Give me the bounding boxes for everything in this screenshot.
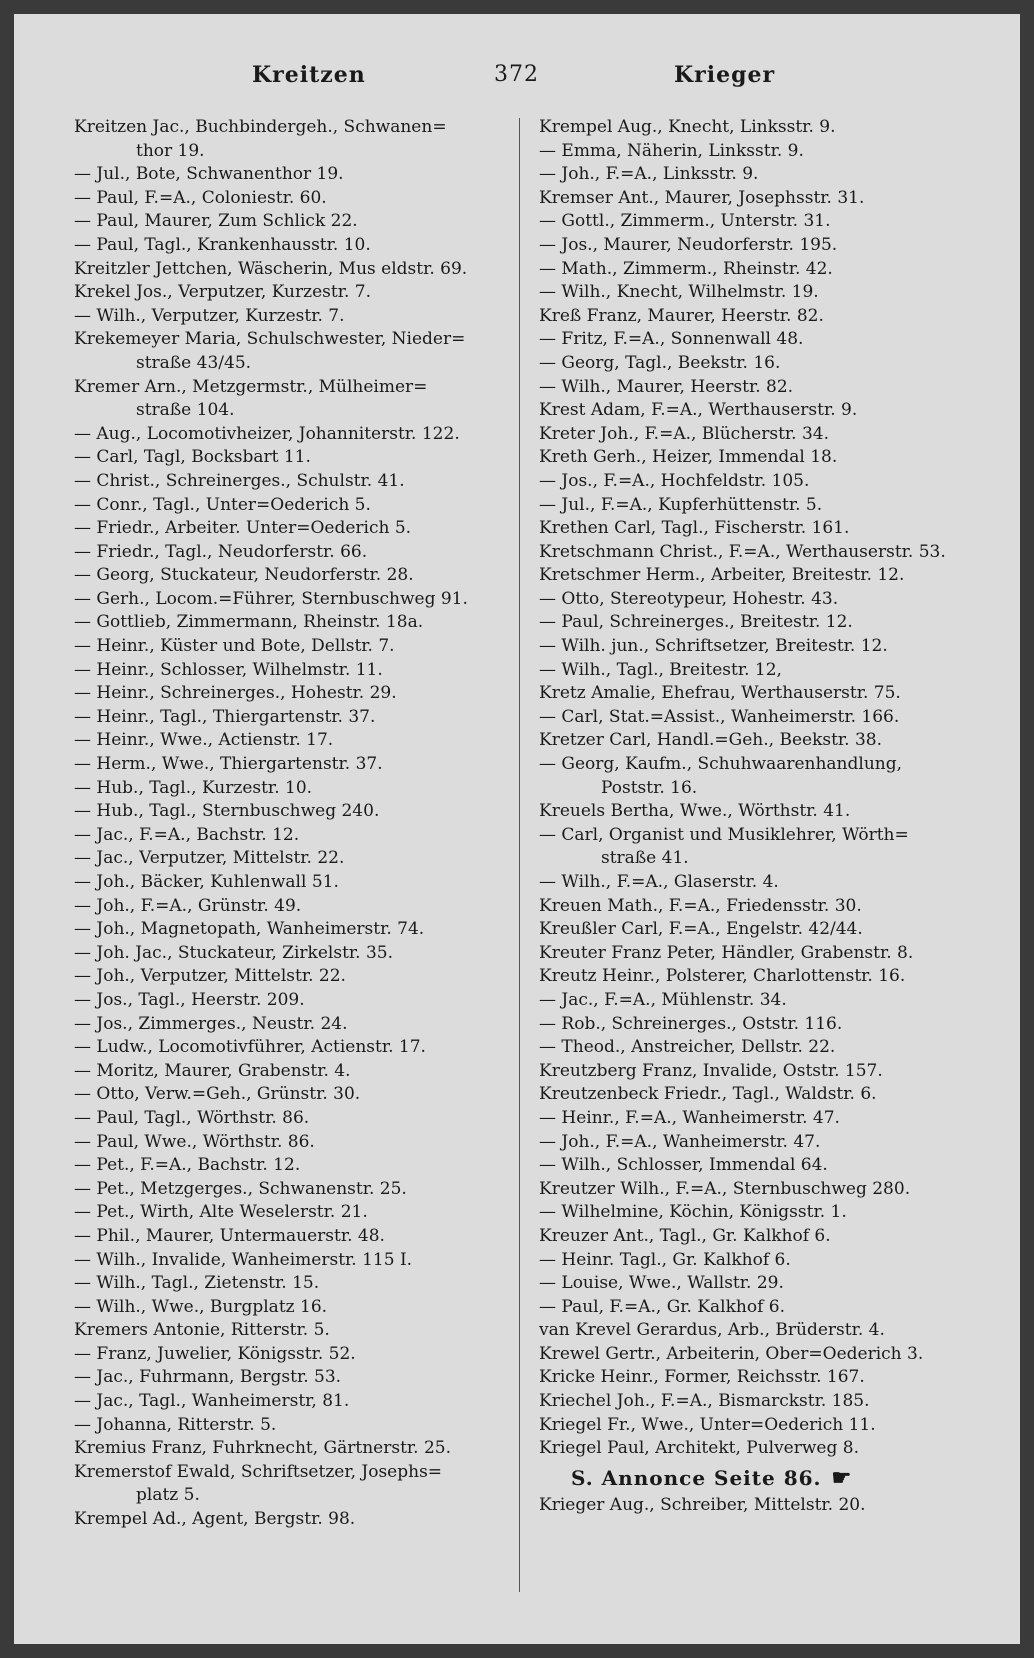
entry-text: — Wilh., Verputzer, Kurzestr. 7.	[74, 305, 345, 326]
directory-entry	[74, 729, 494, 753]
directory-entry	[74, 1178, 494, 1202]
entry-text: — Paul, Tagl., Wörthstr. 86.	[74, 1107, 310, 1128]
entry-text: Kreitzen Jac., Buchbindergeh., Schwanen=	[74, 117, 447, 137]
entry-text: — Friedr., Arbeiter. Unter=Oederich 5.	[74, 518, 412, 539]
directory-entry	[74, 1437, 494, 1461]
directory-entry	[539, 1013, 959, 1037]
entry-text: Kriegel Fr., Wwe., Unter=Oederich 11.	[539, 1414, 876, 1435]
entry-text: — Jac., Fuhrmann, Bergstr. 53.	[74, 1367, 342, 1388]
entry-text: — Joh. Jac., Stuckateur, Zirkelstr. 35.	[74, 942, 394, 963]
directory-entry	[74, 470, 494, 494]
directory-entry	[539, 352, 959, 376]
entry-text: — Heinr., Wwe., Actienstr. 17.	[74, 730, 334, 751]
directory-page	[14, 14, 1020, 1644]
entry-text: Kreutzenbeck Friedr., Tagl., Waldstr. 6.	[539, 1084, 877, 1105]
entry-text: — Paul, Schreinerges., Breitestr. 12.	[539, 612, 853, 633]
entry-text: — Wilh., Invalide, Wanheimerstr. 115 I.	[74, 1249, 413, 1270]
directory-entry	[74, 328, 494, 375]
entry-text: — Joh., F.=A., Linksstr. 9.	[539, 164, 759, 185]
entry-text: — Heinr., F.=A., Wanheimerstr. 47.	[539, 1107, 840, 1128]
directory-entry	[74, 305, 494, 329]
entry-text: — Emma, Näherin, Linksstr. 9.	[539, 140, 804, 161]
header-right-keyword: Krieger	[674, 62, 776, 88]
directory-entry	[539, 1390, 959, 1414]
directory-entry	[74, 1461, 494, 1508]
directory-entry	[539, 706, 959, 730]
entry-text: — Gottlieb, Zimmermann, Rheinstr. 18a.	[74, 612, 424, 633]
entry-text: — Wilh., Wwe., Burgplatz 16.	[74, 1296, 328, 1317]
directory-entry	[539, 517, 959, 541]
directory-entry	[74, 1060, 494, 1084]
entry-text: — Wilh., Knecht, Wilhelmstr. 19.	[539, 282, 819, 303]
entry-text: Kretschmer Herm., Arbeiter, Breitestr. 12.	[539, 565, 905, 586]
directory-entry	[74, 163, 494, 187]
annonce-text: S. Annonce Seite 86.	[571, 1465, 822, 1490]
directory-entry	[74, 1013, 494, 1037]
directory-entry	[539, 1225, 959, 1249]
entry-continuation: Poststr. 16.	[601, 777, 698, 798]
entry-text: Kremers Antonie, Ritterstr. 5.	[74, 1320, 330, 1341]
directory-entry	[539, 1272, 959, 1296]
directory-entry	[74, 800, 494, 824]
entry-text: Krethen Carl, Tagl., Fischerstr. 161.	[539, 518, 850, 539]
entry-text: — Carl, Stat.=Assist., Wanheimerstr. 166.	[539, 706, 900, 727]
entry-text: Kreuels Bertha, Wwe., Wörthstr. 41.	[539, 801, 851, 822]
entry-text: — Pet., Wirth, Alte Weselerstr. 21.	[74, 1202, 368, 1223]
entry-text: — Pet., Metzgerges., Schwanenstr. 25.	[74, 1178, 407, 1199]
entry-text: — Herm., Wwe., Thiergartenstr. 37.	[74, 754, 383, 775]
directory-entry	[74, 1272, 494, 1296]
directory-entry	[74, 1201, 494, 1225]
entry-text: Kriegel Paul, Architekt, Pulverweg 8.	[539, 1438, 859, 1459]
entry-text: Kremerstof Ewald, Schriftsetzer, Josephs=	[74, 1461, 443, 1482]
entry-continuation: straße 104.	[136, 400, 235, 421]
directory-entry	[539, 729, 959, 753]
directory-entry	[539, 1296, 959, 1320]
directory-entry	[539, 187, 959, 211]
directory-entry	[74, 1154, 494, 1178]
directory-entry	[539, 210, 959, 234]
directory-entry	[539, 305, 959, 329]
right-column	[539, 116, 959, 1518]
entry-text: — Hub., Tagl., Kurzestr. 10.	[74, 777, 313, 798]
directory-entry	[539, 541, 959, 565]
directory-entry	[74, 210, 494, 234]
directory-entry	[539, 635, 959, 659]
entry-text: — Wilh., Tagl., Zietenstr. 15.	[74, 1273, 320, 1294]
directory-entry	[539, 1107, 959, 1131]
entry-text: — Phil., Maurer, Untermauerstr. 48.	[74, 1225, 385, 1246]
entry-text: Kreußler Carl, F.=A., Engelstr. 42/44.	[539, 919, 863, 940]
entry-text: — Heinr., Küster und Bote, Dellstr. 7.	[74, 636, 395, 657]
directory-entry	[74, 187, 494, 211]
directory-entry	[74, 376, 494, 423]
entry-text: Kriechel Joh., F.=A., Bismarckstr. 185.	[539, 1391, 870, 1412]
entry-text: Kreutz Heinr., Polsterer, Charlottenstr. 16.	[539, 966, 906, 987]
entry-text: — Jul., Bote, Schwanenthor 19.	[74, 164, 344, 185]
page-header	[14, 62, 1020, 102]
entry-text: — Jos., F.=A., Hochfeldstr. 105.	[539, 470, 810, 491]
directory-entry	[74, 777, 494, 801]
entry-text: Kretz Amalie, Ehefrau, Werthauserstr. 75.	[539, 683, 901, 704]
directory-entry	[539, 163, 959, 187]
entry-text: Kretzer Carl, Handl.=Geh., Beekstr. 38.	[539, 730, 883, 751]
directory-entry	[539, 942, 959, 966]
directory-entry	[539, 1178, 959, 1202]
entry-text: — Conr., Tagl., Unter=Oederich 5.	[74, 494, 371, 515]
directory-entry: Krieger Aug., Schreiber, Mittelstr. 20.	[539, 1495, 866, 1516]
directory-entry	[74, 871, 494, 895]
entry-continuation: straße 41.	[601, 848, 689, 869]
directory-entry	[74, 446, 494, 470]
directory-entry	[539, 116, 959, 140]
directory-entry	[74, 281, 494, 305]
directory-entry	[539, 1154, 959, 1178]
header-left-keyword: Kreitzen	[252, 62, 366, 88]
entry-text: — Heinr., Tagl., Thiergartenstr. 37.	[74, 706, 376, 727]
entry-text: — Paul, F.=A., Gr. Kalkhof 6.	[539, 1296, 786, 1317]
entry-text: — Gottl., Zimmerm., Unterstr. 31.	[539, 211, 831, 232]
entry-text: — Heinr. Tagl., Gr. Kalkhof 6.	[539, 1249, 791, 1270]
entry-text: — Johanna, Ritterstr. 5.	[74, 1414, 277, 1435]
entry-text: — Moritz, Maurer, Grabenstr. 4.	[74, 1060, 351, 1081]
directory-entry	[74, 918, 494, 942]
directory-entry	[539, 1083, 959, 1107]
entry-text: — Friedr., Tagl., Neudorferstr. 66.	[74, 541, 368, 562]
directory-entry	[74, 611, 494, 635]
directory-entry	[539, 494, 959, 518]
directory-entry	[539, 258, 959, 282]
directory-entry	[74, 1036, 494, 1060]
entry-text: Kreter Joh., F.=A., Blücherstr. 34.	[539, 423, 829, 444]
directory-entry	[539, 824, 959, 871]
directory-entry	[74, 1131, 494, 1155]
directory-entry	[539, 659, 959, 683]
entry-text: — Wilh., Tagl., Breitestr. 12,	[539, 659, 782, 680]
directory-entry	[539, 588, 959, 612]
directory-entry	[539, 1437, 959, 1461]
directory-entry	[539, 1414, 959, 1438]
entry-text: — Otto, Verw.=Geh., Grünstr. 30.	[74, 1084, 361, 1105]
directory-entry	[539, 682, 959, 706]
directory-entry	[74, 895, 494, 919]
entry-text: — Joh., F.=A., Wanheimerstr. 47.	[539, 1131, 821, 1152]
entry-text: — Otto, Stereotypeur, Hohestr. 43.	[539, 588, 839, 609]
page-number: 372	[494, 62, 539, 87]
directory-entry	[74, 258, 494, 282]
entry-text: — Joh., Verputzer, Mittelstr. 22.	[74, 966, 346, 987]
directory-entry	[539, 1201, 959, 1225]
entry-text: Kreuen Math., F.=A., Friedensstr. 30.	[539, 895, 862, 916]
entry-text: — Paul, Wwe., Wörthstr. 86.	[74, 1131, 315, 1152]
directory-entry	[539, 1319, 959, 1343]
directory-entry	[539, 281, 959, 305]
entry-text: Kremius Franz, Fuhrknecht, Gärtnerstr. 25.	[74, 1438, 451, 1459]
directory-entry	[74, 942, 494, 966]
entry-continuation: thor 19.	[136, 140, 205, 161]
entry-text: van Krevel Gerardus, Arb., Brüderstr. 4.	[539, 1320, 885, 1341]
entry-text: — Ludw., Locomotivführer, Actienstr. 17.	[74, 1037, 426, 1058]
directory-entry	[539, 423, 959, 447]
entry-text: Kreuter Franz Peter, Händler, Grabenstr. 8.	[539, 942, 914, 963]
entry-text: Krekemeyer Maria, Schulschwester, Nieder=	[74, 329, 466, 350]
entry-text: — Carl, Organist und Musiklehrer, Wörth=	[539, 824, 909, 845]
directory-entry	[74, 494, 494, 518]
entry-continuation: straße 43/45.	[136, 352, 252, 373]
directory-entry	[539, 328, 959, 352]
entry-text: — Jac., F.=A., Mühlenstr. 34.	[539, 989, 787, 1010]
entry-text: Kretschmann Christ., F.=A., Werthauserstr. 53.	[539, 541, 946, 562]
directory-entry	[74, 989, 494, 1013]
entry-text: Krekel Jos., Verputzer, Kurzestr. 7.	[74, 282, 371, 303]
directory-entry	[539, 918, 959, 942]
directory-entry	[539, 1060, 959, 1084]
directory-entry	[539, 446, 959, 470]
column-divider	[519, 118, 520, 1592]
directory-entry	[74, 588, 494, 612]
directory-entry	[74, 682, 494, 706]
entry-text: — Rob., Schreinerges., Oststr. 116.	[539, 1013, 843, 1034]
entry-text: — Carl, Tagl, Bocksbart 11.	[74, 447, 311, 468]
entry-text: — Wilh., F.=A., Glaserstr. 4.	[539, 872, 779, 892]
entry-text: — Jac., F.=A., Bachstr. 12.	[74, 824, 300, 845]
entry-text: Kreuzer Ant., Tagl., Gr. Kalkhof 6.	[539, 1225, 831, 1246]
entry-text: — Hub., Tagl., Sternbuschweg 240.	[74, 801, 380, 822]
directory-entry	[539, 1366, 959, 1390]
directory-entry	[74, 234, 494, 258]
directory-entry	[74, 1343, 494, 1367]
entry-text: — Gerh., Locom.=Führer, Sternbuschweg 91.	[74, 588, 468, 609]
entry-text: — Franz, Juwelier, Königsstr. 52.	[74, 1343, 356, 1364]
entry-text: Kremser Ant., Maurer, Josephsstr. 31.	[539, 187, 865, 208]
entry-text: — Joh., Bäcker, Kuhlenwall 51.	[74, 872, 339, 892]
entry-text: — Aug., Locomotivheizer, Johanniterstr. 122.	[74, 423, 460, 444]
entry-text: — Jos., Tagl., Heerstr. 209.	[74, 989, 305, 1010]
pointing-hand-icon: ☛	[831, 1464, 853, 1491]
directory-entry	[74, 659, 494, 683]
directory-entry	[539, 611, 959, 635]
directory-entry	[539, 1131, 959, 1155]
entry-text: — Jos., Zimmerges., Neustr. 24.	[74, 1013, 348, 1034]
directory-entry	[539, 989, 959, 1013]
annonce-notice	[539, 1464, 959, 1491]
entry-text: Kreutzberg Franz, Invalide, Oststr. 157.	[539, 1060, 883, 1081]
directory-entry	[539, 965, 959, 989]
entry-text: — Georg, Kaufm., Schuhwaarenhandlung,	[539, 754, 903, 775]
directory-entry	[74, 1249, 494, 1273]
entry-text: Kreutzer Wilh., F.=A., Sternbuschweg 280.	[539, 1178, 911, 1199]
directory-entry	[74, 706, 494, 730]
entry-text: — Fritz, F.=A., Sonnenwall 48.	[539, 329, 804, 350]
entry-text: — Jul., F.=A., Kupferhüttenstr. 5.	[539, 494, 823, 515]
directory-entry	[539, 376, 959, 400]
entry-text: — Wilhelmine, Köchin, Königsstr. 1.	[539, 1202, 847, 1223]
entry-text: — Paul, Maurer, Zum Schlick 22.	[74, 211, 358, 232]
entry-text: — Pet., F.=A., Bachstr. 12.	[74, 1155, 301, 1176]
entry-text: Kremer Arn., Metzgermstr., Mülheimer=	[74, 376, 428, 397]
entry-text: Krempel Aug., Knecht, Linksstr. 9.	[539, 117, 836, 137]
directory-entry	[74, 965, 494, 989]
entry-text: — Heinr., Schlosser, Wilhelmstr. 11.	[74, 659, 383, 680]
directory-entry	[74, 1225, 494, 1249]
entry-text: — Theod., Anstreicher, Dellstr. 22.	[539, 1037, 836, 1058]
left-column	[74, 116, 494, 1532]
entry-text: — Wilh. jun., Schriftsetzer, Breitestr. 12.	[539, 636, 888, 657]
entry-text: — Wilh., Maurer, Heerstr. 82.	[539, 376, 794, 397]
entry-text: Krewel Gertr., Arbeiterin, Ober=Oederich 3.	[539, 1343, 924, 1364]
directory-entry	[74, 824, 494, 848]
directory-entry	[539, 800, 959, 824]
entry-text: — Heinr., Schreinerges., Hohestr. 29.	[74, 683, 397, 704]
entry-text: Krest Adam, F.=A., Werthauserstr. 9.	[539, 400, 858, 421]
directory-entry	[74, 423, 494, 447]
directory-entry	[74, 1508, 494, 1532]
entry-text: — Jac., Tagl., Wanheimerstr, 81.	[74, 1391, 350, 1412]
directory-entry	[74, 116, 494, 163]
entry-text: Kreth Gerh., Heizer, Immendal 18.	[539, 447, 838, 468]
directory-entry	[539, 140, 959, 164]
directory-entry	[539, 1036, 959, 1060]
entry-text: — Christ., Schreinerges., Schulstr. 41.	[74, 470, 405, 491]
directory-entry	[74, 1414, 494, 1438]
directory-entry	[74, 517, 494, 541]
entry-text: — Wilh., Schlosser, Immendal 64.	[539, 1155, 828, 1176]
directory-entry	[74, 564, 494, 588]
entry-text: Kreß Franz, Maurer, Heerstr. 82.	[539, 305, 824, 326]
directory-entry	[74, 1390, 494, 1414]
entry-text: Krempel Ad., Agent, Bergstr. 98.	[74, 1509, 356, 1530]
entry-text: — Joh., F.=A., Grünstr. 49.	[74, 895, 302, 916]
directory-entry	[539, 399, 959, 423]
entry-text: — Georg, Tagl., Beekstr. 16.	[539, 352, 781, 373]
directory-entry	[539, 564, 959, 588]
directory-entry	[74, 635, 494, 659]
directory-entry	[74, 541, 494, 565]
entry-text: — Paul, F.=A., Coloniestr. 60.	[74, 187, 327, 208]
entry-text: Kricke Heinr., Former, Reichsstr. 167.	[539, 1367, 865, 1388]
directory-entry	[539, 895, 959, 919]
directory-entry	[539, 871, 959, 895]
directory-entry	[74, 1083, 494, 1107]
directory-entry	[74, 847, 494, 871]
directory-entry	[539, 470, 959, 494]
directory-entry	[74, 1366, 494, 1390]
directory-entry	[539, 1249, 959, 1273]
directory-entry	[74, 1296, 494, 1320]
directory-entry	[539, 234, 959, 258]
entry-text: — Joh., Magnetopath, Wanheimerstr. 74.	[74, 919, 425, 940]
directory-entry	[74, 1107, 494, 1131]
entry-text: — Jac., Verputzer, Mittelstr. 22.	[74, 848, 345, 869]
entry-text: — Jos., Maurer, Neudorferstr. 195.	[539, 234, 838, 255]
entry-text: — Georg, Stuckateur, Neudorferstr. 28.	[74, 565, 414, 586]
entry-text: — Louise, Wwe., Wallstr. 29.	[539, 1273, 784, 1294]
entry-text: — Math., Zimmerm., Rheinstr. 42.	[539, 258, 833, 279]
directory-entry	[74, 753, 494, 777]
entry-text: — Paul, Tagl., Krankenhausstr. 10.	[74, 234, 371, 255]
directory-entry	[539, 753, 959, 800]
entry-continuation: platz 5.	[136, 1485, 200, 1506]
entry-text: Kreitzler Jettchen, Wäscherin, Mus eldstr. 69.	[74, 258, 468, 279]
directory-entry	[74, 1319, 494, 1343]
directory-entry	[539, 1343, 959, 1367]
